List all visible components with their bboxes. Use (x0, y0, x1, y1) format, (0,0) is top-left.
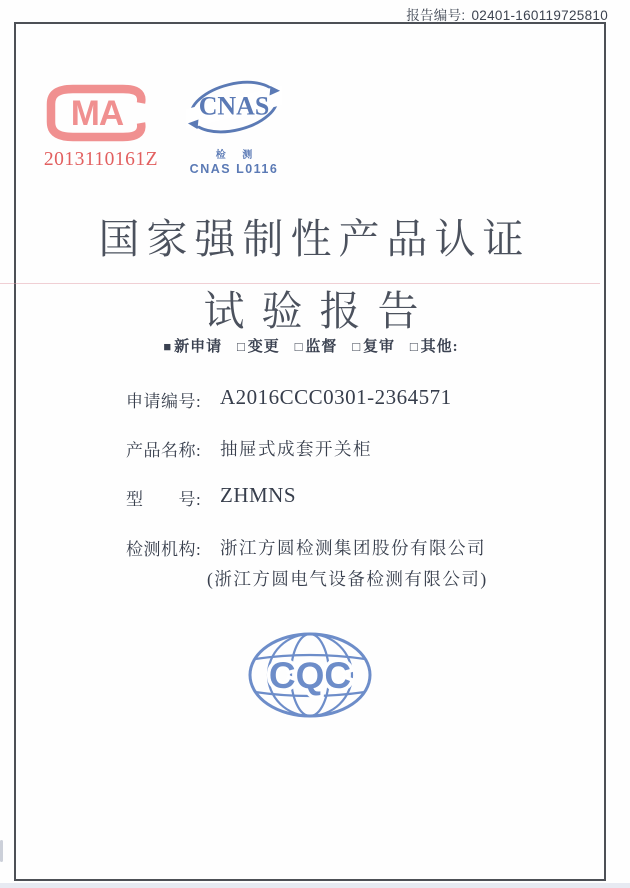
scan-bottom-edge (0, 883, 630, 888)
document-title (0, 206, 622, 337)
cma-stamp (42, 84, 160, 171)
field-value: 抽屉式成套开关柜 (220, 439, 372, 459)
field-label: 产品名称: (126, 441, 202, 460)
field-value: ZHMNS (220, 483, 297, 507)
cnas-stamp (184, 78, 284, 176)
cnas-letters: CNAS (198, 91, 270, 121)
checkbox-filled-icon: ■ (163, 339, 173, 354)
cnas-logo-icon (186, 78, 282, 140)
option-label: 其他: (420, 339, 459, 355)
option-new-application (163, 339, 222, 355)
cma-logo-icon (44, 84, 158, 142)
report-number-line (406, 4, 608, 24)
report-number-value: 02401-160119725810 (471, 8, 608, 23)
scan-edge-mark (0, 840, 3, 862)
field-label: 型 号: (126, 490, 202, 509)
field-value: A2016CCC0301-2364571 (220, 385, 452, 409)
option-label: 监督 (305, 339, 338, 355)
field-label: 检测机构: (126, 540, 202, 559)
field-testing-institution (126, 535, 488, 591)
field-product-name (126, 436, 372, 461)
option-review (352, 339, 395, 355)
option-supervision (295, 339, 338, 355)
cma-license-number: 2013110161Z (43, 149, 159, 170)
report-number-label: 报告编号: (406, 8, 466, 23)
option-change (237, 339, 280, 355)
field-value: 浙江方圆检测集团股份有限公司 (220, 538, 486, 558)
cqc-letters: CQC (268, 655, 352, 696)
cma-letters: MA (70, 94, 124, 133)
cnas-accreditation-code: CNAS L0116 (189, 162, 279, 176)
application-type-options (0, 335, 622, 356)
option-label: 新申请 (174, 339, 223, 355)
cqc-stamp (246, 631, 374, 724)
title-line1: 国家强制性产品认证 (98, 216, 531, 262)
checkbox-empty-icon: □ (409, 339, 419, 354)
cnas-caption-cn: 检 测 (215, 150, 260, 161)
field-model (126, 485, 296, 510)
field-label: 申请编号: (126, 392, 202, 411)
checkbox-empty-icon: □ (236, 339, 246, 354)
title-line2: 试验报告 (203, 288, 436, 334)
option-label: 复审 (363, 339, 396, 355)
option-other (410, 339, 459, 355)
checkbox-empty-icon: □ (352, 339, 362, 354)
checkbox-empty-icon: □ (294, 339, 304, 354)
option-label: 变更 (247, 339, 280, 355)
field-value-line2: (浙江方圆电气设备检测有限公司) (207, 569, 488, 589)
cqc-logo-icon (246, 631, 374, 719)
field-application-number (126, 387, 452, 412)
